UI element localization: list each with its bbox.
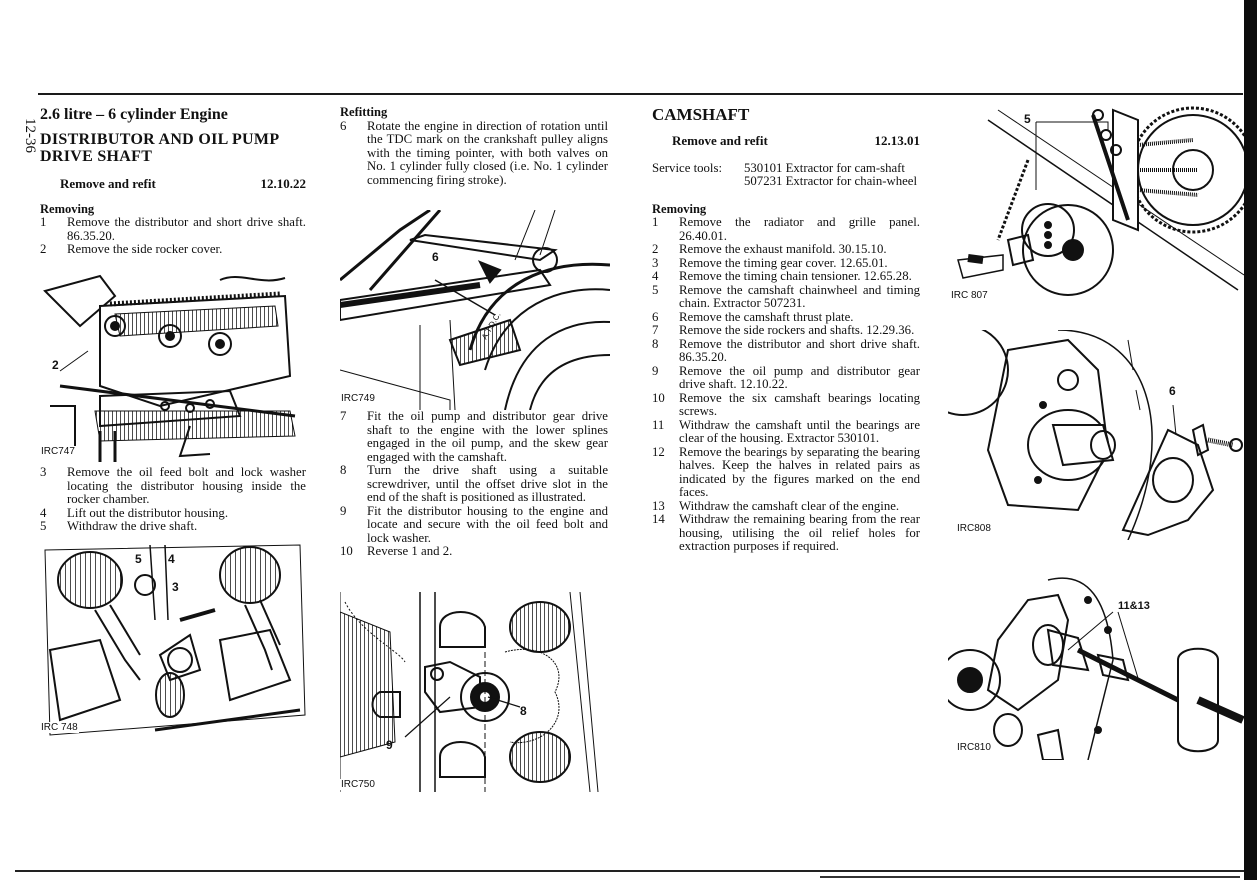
engine-rocker-illustration <box>40 266 302 462</box>
footer-rule-secondary <box>820 876 1240 878</box>
figure-label: IRC 807 <box>951 290 988 301</box>
distributor-removing-steps-b <box>40 466 306 534</box>
step-text: Reverse 1 and 2. <box>367 544 453 558</box>
step <box>652 284 920 311</box>
camshaft-removing-steps <box>652 216 920 554</box>
step <box>652 419 920 446</box>
step <box>652 257 920 271</box>
refitting-steps <box>340 120 608 188</box>
step-text: Remove the bearings by separating the bearing halves. Keep the halves in related pairs as indicated by the figures marked on the end faces. <box>679 444 920 499</box>
step-text: Fit the oil pump and distributor gear drive shaft to the engine with the lower splines engaged in the oil pump, and the skew gear engaged with the camshaft. <box>367 409 608 464</box>
removing-steps <box>40 216 306 257</box>
refitting-column <box>340 106 608 187</box>
step <box>652 324 920 338</box>
figure-label: IRC808 <box>957 523 991 534</box>
removing-heading: Removing <box>40 201 95 216</box>
figure-distributor-housing <box>40 540 308 740</box>
step <box>340 120 608 188</box>
thrust-plate-illustration <box>948 330 1244 540</box>
step-number: 1 <box>652 215 659 229</box>
step-text: Withdraw the remaining bearing from the rear housing, utilising the oil relief holes for extraction purposes if required. <box>679 512 920 553</box>
step-number: 7 <box>340 409 347 423</box>
refitting-heading: Refitting <box>340 105 388 119</box>
operation-code: 12.10.22 <box>260 176 306 191</box>
step <box>40 466 306 507</box>
callout-label: 4 <box>168 552 175 566</box>
step-text: Remove the oil pump and distributor gear drive shaft. 12.10.22. <box>679 363 920 391</box>
step <box>652 216 920 243</box>
step-number: 4 <box>40 505 47 520</box>
step <box>652 338 920 365</box>
figure-camshaft-withdraw <box>948 560 1244 760</box>
step-number: 10 <box>340 544 353 558</box>
step <box>652 311 920 325</box>
step <box>652 500 920 514</box>
step <box>652 270 920 284</box>
callout-label: 2 <box>52 358 59 372</box>
step-text: Remove the distributor and short drive shaft. 86.35.20. <box>679 336 920 364</box>
step-text: Remove the camshaft chainwheel and timing chain. Extractor 507231. <box>679 282 920 310</box>
step-number: 2 <box>652 242 659 256</box>
step <box>652 392 920 419</box>
figure-label: IRC810 <box>957 742 991 753</box>
step-text: Lift out the distributor housing. <box>67 505 229 520</box>
step-text: Remove the timing chain tensioner. 12.65.28. <box>679 269 912 283</box>
callout-label: 11&13 <box>1118 600 1150 612</box>
camshaft-column <box>652 106 920 554</box>
step-number: 5 <box>652 282 659 297</box>
figure-label: IRC 748 <box>41 722 78 733</box>
step <box>40 243 306 257</box>
section-title-line2: DRIVE SHAFT <box>40 148 153 165</box>
step-number: 9 <box>652 363 659 378</box>
step-text: Remove the camshaft thrust plate. <box>679 309 854 324</box>
figure-chainwheel-extractor <box>948 100 1244 310</box>
step-number: 8 <box>340 463 347 477</box>
step <box>652 365 920 392</box>
step-text: Remove the side rocker cover. <box>67 242 223 256</box>
camshaft-withdraw-illustration <box>948 560 1244 760</box>
page-number: 12-36 <box>22 118 38 153</box>
step-text: Remove the distributor and short drive shaft. 86.35.20. <box>67 215 306 243</box>
refitting-steps-continued <box>340 410 608 559</box>
step-number: 13 <box>652 498 665 513</box>
callout-label: 5 <box>1024 112 1031 126</box>
callout-label: 6 <box>1169 384 1176 398</box>
step-text: Remove the six camshaft bearings locating screws. <box>679 390 920 418</box>
service-tool: 507231 Extractor for chain-wheel <box>744 174 918 188</box>
distributor-column <box>40 106 306 257</box>
step-number: 9 <box>340 503 347 518</box>
pulley-mark-atdc: A.T.D.C. <box>479 310 503 341</box>
step-number: 5 <box>40 519 47 533</box>
operation-line <box>652 134 920 148</box>
step-text: Withdraw the camshaft clear of the engine. <box>679 498 900 513</box>
callout-label: 9 <box>386 738 393 752</box>
step-text: Remove the timing gear cover. 12.65.01. <box>679 255 888 270</box>
callout-label: 8 <box>520 704 527 718</box>
step-number: 8 <box>652 336 659 351</box>
figure-label: IRC747 <box>41 446 75 457</box>
scan-edge-shadow <box>1244 0 1257 880</box>
step-text: Fit the distributor housing to the engine and locate and secure with the oil feed bolt and lock washer. <box>367 503 608 545</box>
operation-label: Remove and refit <box>60 176 156 191</box>
step-text: Remove the exhaust manifold. 30.15.10. <box>679 242 887 256</box>
step-number: 2 <box>40 242 47 256</box>
step-number: 6 <box>340 118 347 133</box>
step-number: 10 <box>652 390 665 405</box>
header-rule <box>38 93 1243 95</box>
section-title-line1: DISTRIBUTOR AND OIL PUMP <box>40 131 280 148</box>
distributor-housing-illustration <box>40 540 308 740</box>
step-text: Turn the drive shaft using a suitable screwdriver, until the offset drive slot in the end of the shaft is positioned as illustrated. <box>367 463 608 504</box>
step-number: 3 <box>40 465 47 479</box>
figure-label: IRC749 <box>341 393 375 404</box>
operation-code: 12.13.01 <box>874 133 920 148</box>
step-number: 14 <box>652 512 665 526</box>
step <box>652 513 920 554</box>
step-text: Withdraw the camshaft until the bearings are clear of the housing. Extractor 530101. <box>679 417 920 445</box>
step-number: 6 <box>652 309 659 324</box>
callout-label: 3 <box>172 580 179 594</box>
step-text: Remove the oil feed bolt and lock washer locating the distributor housing inside the rocker chamber. <box>67 465 306 506</box>
step-text: Remove the radiator and grille panel. 26.40.01. <box>679 215 920 243</box>
engine-heading: 2.6 litre – 6 cylinder Engine <box>40 106 228 123</box>
removing-steps-continued <box>40 466 306 534</box>
service-tools <box>652 162 920 189</box>
step <box>652 446 920 500</box>
figure-drive-slot <box>340 592 610 792</box>
step-text: Remove the side rockers and shafts. 12.29.36. <box>679 323 915 337</box>
step <box>340 464 608 505</box>
step-text: Withdraw the drive shaft. <box>67 519 198 533</box>
camshaft-title: CAMSHAFT <box>652 105 750 124</box>
operation-line <box>40 177 306 191</box>
step <box>340 545 608 559</box>
figure-label: IRC750 <box>341 779 375 790</box>
removing-heading: Removing <box>652 201 707 216</box>
step <box>652 243 920 257</box>
section-title <box>40 131 306 165</box>
step-number: 7 <box>652 323 659 337</box>
step <box>40 520 306 534</box>
refitting-steps-continued-block <box>340 410 608 559</box>
step-number: 1 <box>40 215 47 229</box>
footer-rule <box>15 870 1245 872</box>
figure-crankshaft-pulley <box>340 210 610 410</box>
drive-slot-illustration <box>340 592 610 792</box>
step <box>340 410 608 464</box>
service-tools-label: Service tools: <box>652 160 723 175</box>
service-tools-list <box>744 162 917 189</box>
step-text: Rotate the engine in direction of rotation until the TDC mark on the crankshaft pulley aligns with the timing pointer, with both valves on No. 1 cylinder fully closed (i.e. No. 1 cylinder commencing firing stroke). <box>367 118 608 187</box>
step-number: 11 <box>652 417 665 432</box>
step <box>40 216 306 243</box>
step <box>40 507 306 521</box>
callout-label: 6 <box>432 250 439 264</box>
step-number: 3 <box>652 255 659 270</box>
callout-label: 5 <box>135 552 142 566</box>
crankshaft-pulley-illustration <box>340 210 610 410</box>
figure-rocker-cover <box>40 266 302 462</box>
figure-thrust-plate <box>948 330 1244 540</box>
step-number: 12 <box>652 444 665 459</box>
step-number: 4 <box>652 269 659 283</box>
chainwheel-extractor-illustration <box>948 100 1244 310</box>
service-tool: 530101 Extractor for cam-shaft <box>744 160 905 175</box>
operation-label: Remove and refit <box>672 133 768 148</box>
step <box>340 505 608 546</box>
